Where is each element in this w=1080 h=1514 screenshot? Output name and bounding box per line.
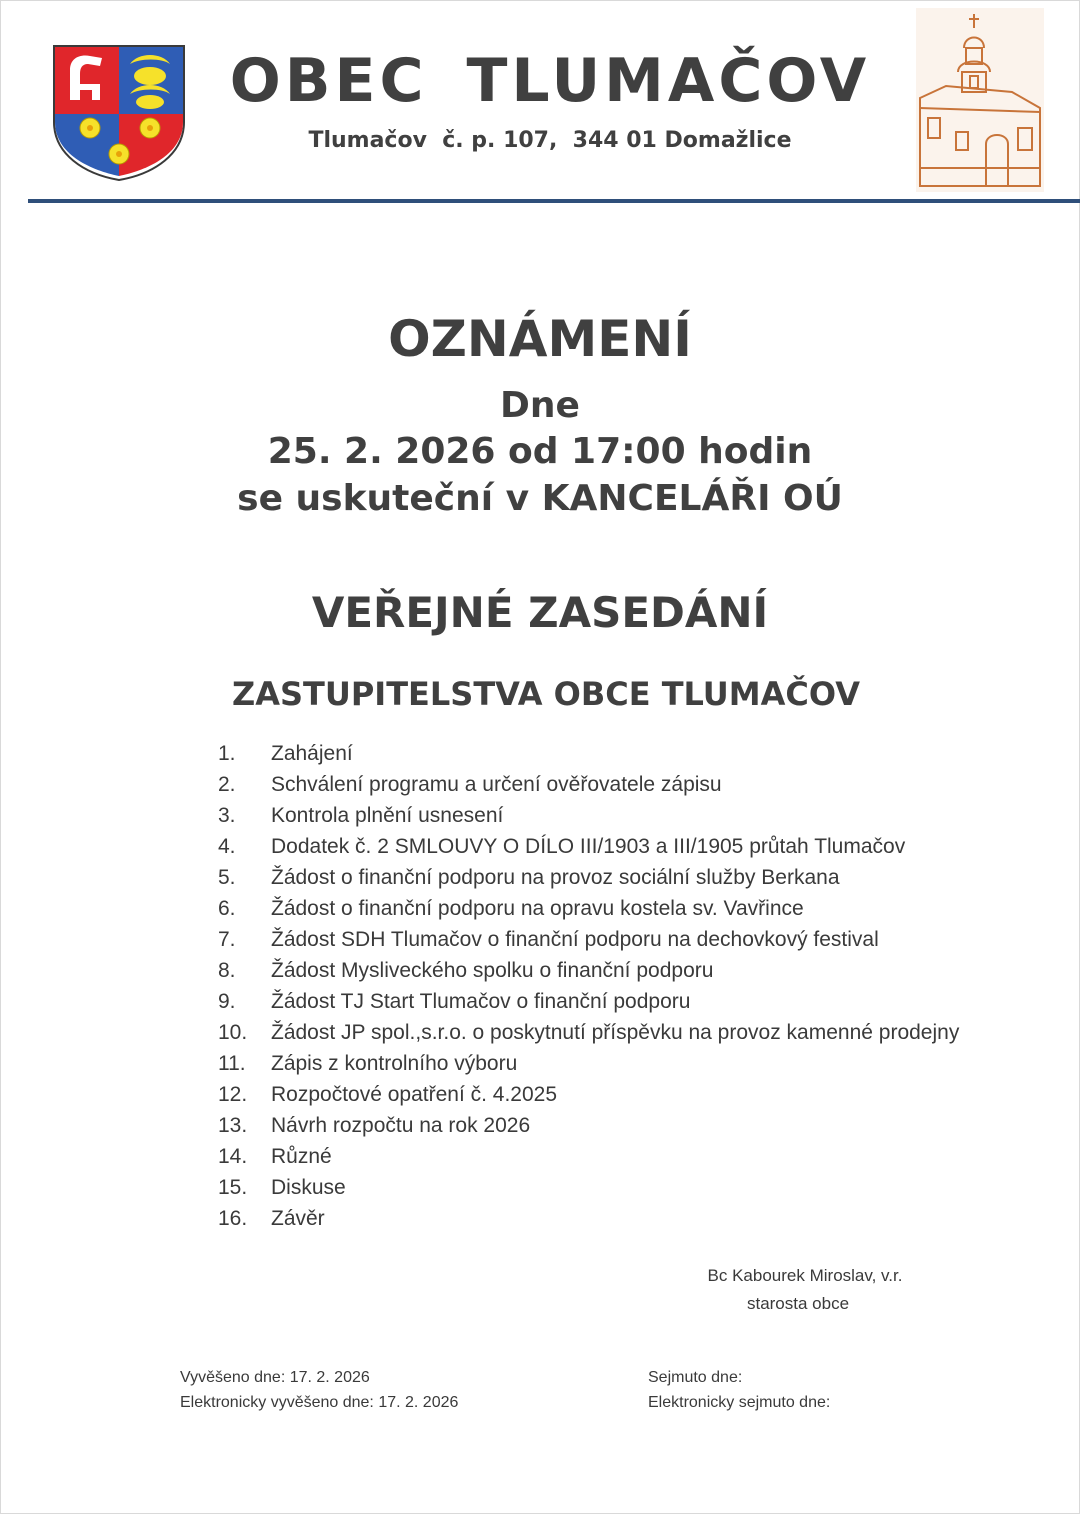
agenda-item bbox=[218, 769, 1018, 800]
agenda-item-text: Rozpočtové opatření č. 4.2025 bbox=[271, 1083, 558, 1106]
agenda-item bbox=[218, 1203, 1018, 1234]
agenda-item-number: 2. bbox=[218, 773, 236, 796]
agenda-item-number: 1. bbox=[218, 742, 236, 765]
agenda-item-text: Schválení programu a určení ověřovatele zápisu bbox=[271, 773, 722, 796]
agenda-item-number: 6. bbox=[218, 897, 236, 920]
agenda-item-text: Návrh rozpočtu na rok 2026 bbox=[271, 1114, 531, 1137]
agenda-item bbox=[218, 1017, 1018, 1048]
agenda-item-number: 3. bbox=[218, 804, 236, 827]
agenda-item-text: Žádost SDH Tlumačov o finanční podporu na dechovkový festival bbox=[271, 928, 879, 951]
agenda-item-text: Žádost Mysliveckého spolku o finanční podporu bbox=[271, 959, 714, 982]
coat-of-arms-icon bbox=[50, 42, 188, 182]
agenda-item-text: Zápis z kontrolního výboru bbox=[271, 1052, 518, 1075]
municipality-address: Tlumačov č. p. 107, 344 01 Domažlice bbox=[308, 128, 792, 153]
signature-name: Bc Kabourek Miroslav, v.r. bbox=[707, 1266, 903, 1285]
announcement-place: se uskuteční v KANCELÁŘI OÚ bbox=[237, 478, 843, 519]
agenda-item-number: 16. bbox=[218, 1207, 248, 1230]
agenda-item-number: 8. bbox=[218, 959, 236, 982]
coat-of-arms bbox=[50, 42, 188, 182]
agenda-item-text: Kontrola plnění usnesení bbox=[271, 804, 504, 827]
signature-role: starosta obce bbox=[746, 1294, 850, 1313]
agenda-item-text: Závěr bbox=[271, 1207, 325, 1230]
agenda-item-number: 7. bbox=[218, 928, 236, 951]
agenda-item-text: Žádost o finanční podporu na provoz sociální služby Berkana bbox=[271, 866, 840, 889]
council-heading: ZASTUPITELSTVA OBCE TLUMAČOV bbox=[232, 675, 860, 713]
session-heading: VEŘEJNÉ ZASEDÁNÍ bbox=[311, 588, 769, 637]
agenda-item-text: Zahájení bbox=[271, 742, 353, 765]
chapel-icon bbox=[916, 8, 1044, 192]
removed-date: Sejmuto dne: bbox=[648, 1369, 743, 1386]
municipality-title: OBEC TLUMAČOV bbox=[229, 46, 871, 116]
agenda-item-text: Diskuse bbox=[271, 1176, 346, 1199]
announcement-datetime: 25. 2. 2026 od 17:00 hodin bbox=[267, 431, 813, 472]
agenda-list bbox=[218, 738, 1018, 1234]
agenda-item bbox=[218, 955, 1018, 986]
agenda-item bbox=[218, 800, 1018, 831]
agenda-item-number: 15. bbox=[218, 1176, 248, 1199]
agenda-item-text: Žádost o finanční podporu na opravu kostela sv. Vavřince bbox=[271, 897, 804, 920]
agenda-item bbox=[218, 1110, 1018, 1141]
agenda-item bbox=[218, 862, 1018, 893]
announcement-title: OZNÁMENÍ bbox=[388, 310, 692, 368]
agenda-item-number: 14. bbox=[218, 1145, 248, 1168]
agenda-item-number: 9. bbox=[218, 990, 236, 1013]
agenda-item bbox=[218, 986, 1018, 1017]
agenda-item bbox=[218, 893, 1018, 924]
agenda-item bbox=[218, 1079, 1018, 1110]
electronic-posted-date: Elektronicky vyvěšeno dne: 17. 2. 2026 bbox=[180, 1394, 459, 1411]
agenda-item-text: Žádost TJ Start Tlumačov o finanční podporu bbox=[271, 990, 691, 1013]
agenda-item bbox=[218, 738, 1018, 769]
agenda-item-number: 10. bbox=[218, 1021, 248, 1044]
agenda-item bbox=[218, 1048, 1018, 1079]
posted-date: Vyvěšeno dne: 17. 2. 2026 bbox=[180, 1369, 370, 1386]
agenda-item-number: 13. bbox=[218, 1114, 248, 1137]
agenda-item-text: Žádost JP spol.,s.r.o. o poskytnutí příspěvku na provoz kamenné prodejny bbox=[271, 1021, 960, 1044]
electronic-removed-date: Elektronicky sejmuto dne: bbox=[648, 1394, 831, 1411]
chapel-illustration bbox=[916, 8, 1044, 192]
agenda-item-number: 11. bbox=[218, 1052, 246, 1075]
agenda-item-number: 5. bbox=[218, 866, 236, 889]
agenda-item-number: 12. bbox=[218, 1083, 248, 1106]
agenda-item bbox=[218, 1141, 1018, 1172]
agenda-item-text: Dodatek č. 2 SMLOUVY O DÍLO III/1903 a III/1905 průtah Tlumačov bbox=[271, 835, 906, 858]
announcement-day-label: Dne bbox=[500, 385, 580, 426]
header-divider bbox=[28, 199, 1080, 203]
agenda-item-text: Různé bbox=[271, 1145, 332, 1168]
agenda-item bbox=[218, 831, 1018, 862]
agenda-item-number: 4. bbox=[218, 835, 236, 858]
agenda-item bbox=[218, 924, 1018, 955]
agenda-item bbox=[218, 1172, 1018, 1203]
